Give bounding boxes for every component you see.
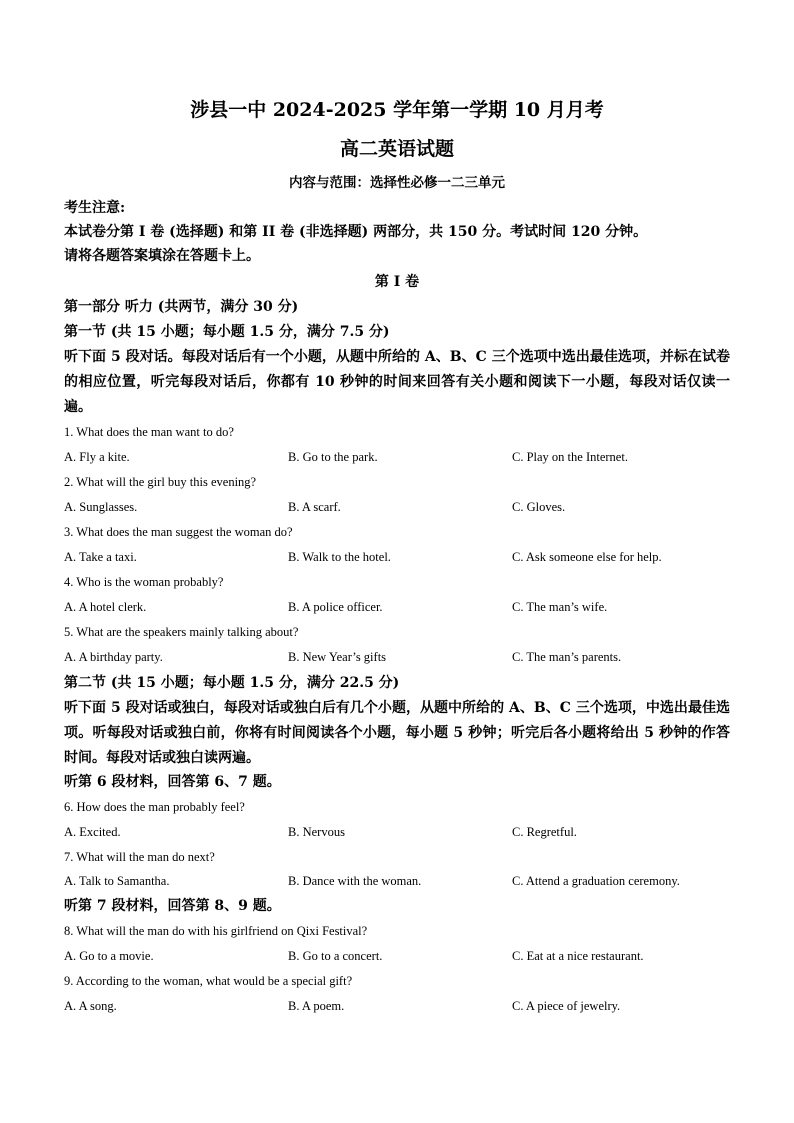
q5-option-a: A. A birthday party. — [64, 650, 163, 664]
volume-heading: 第 I 卷 — [374, 274, 420, 290]
q2-option-c: C. Gloves. — [512, 500, 566, 514]
q5-option-c: C. The man’s parents. — [512, 650, 622, 664]
q8-option-b: B. Go to a concert. — [288, 949, 383, 963]
question-8: 8. What will the man do with his girlfriend on Qixi Festival? — [64, 924, 368, 938]
question-5: 5. What are the speakers mainly talking about? — [64, 625, 299, 639]
section2-instructions: 听下面 5 段对话或独白，每段对话或独白后有几个小题，从题中所给的 A、B、C 三个选项，中选出最佳选项。听每段对话或独白前，你将有时间阅读各个小题，每小题 5 秒钟；听完后各小题将给出 5 秒钟的作答时间。每段对话或独白读两遍。 — [64, 700, 730, 766]
question-6: 6. How does the man probably feel? — [64, 800, 245, 814]
part1-heading: 第一部分 听力 (共两节，满分 30 分) — [64, 299, 299, 315]
q6-option-b: B. Nervous — [288, 825, 345, 839]
q2-option-b: B. A scarf. — [288, 500, 341, 514]
question-2: 2. What will the girl buy this evening? — [64, 475, 257, 489]
q4-option-c: C. The man’s wife. — [512, 600, 608, 614]
q3-option-a: A. Take a taxi. — [64, 550, 137, 564]
section2-heading: 第二节 (共 15 小题；每小题 1.5 分，满分 22.5 分) — [64, 675, 400, 691]
notice-heading: 考生注意: — [64, 200, 126, 216]
q4-option-a: A. A hotel clerk. — [64, 600, 147, 614]
question-9: 9. According to the woman, what would be a special gift? — [64, 974, 353, 988]
q8-option-a: A. Go to a movie. — [64, 949, 154, 963]
question-3: 3. What does the man suggest the woman do? — [64, 525, 293, 539]
question-7: 7. What will the man do next? — [64, 850, 215, 864]
exam-subtitle: 高二英语试题 — [339, 138, 454, 160]
q1-option-c: C. Play on the Internet. — [512, 450, 628, 464]
q7-option-c: C. Attend a graduation ceremony. — [512, 874, 680, 888]
question-1: 1. What does the man want to do? — [64, 425, 234, 439]
notice-line-1: 本试卷分第 I 卷 (选择题) 和第 II 卷 (非选择题) 两部分，共 150 分。考试时间 120 分钟。 — [64, 224, 648, 240]
q1-option-a: A. Fly a kite. — [64, 450, 130, 464]
q6-option-a: A. Excited. — [64, 825, 121, 839]
q7-option-b: B. Dance with the woman. — [288, 874, 422, 888]
q5-option-b: B. New Year’s gifts — [288, 650, 387, 664]
q2-option-a: A. Sunglasses. — [64, 500, 138, 514]
exam-scope: 内容与范围：选择性必修一二三单元 — [289, 175, 505, 191]
q3-option-b: B. Walk to the hotel. — [288, 550, 391, 564]
section1-instructions: 听下面 5 段对话。每段对话后有一个小题，从题中所给的 A、B、C 三个选项中选出最佳选项，并标在试卷的相应位置，听完每段对话后，你都有 10 秒钟的时间来回答有关小题和阅读下一小题，每段对话仅读一遍。 — [64, 349, 730, 415]
q4-option-b: B. A police officer. — [288, 600, 383, 614]
q3-option-c: C. Ask someone else for help. — [512, 550, 662, 564]
q9-option-a: A. A song. — [64, 999, 117, 1013]
q1-option-b: B. Go to the park. — [288, 450, 378, 464]
material-7-heading: 听第 7 段材料，回答第 8、9 题。 — [64, 898, 281, 914]
q7-option-a: A. Talk to Samantha. — [64, 874, 170, 888]
q9-option-b: B. A poem. — [288, 999, 345, 1013]
q9-option-c: C. A piece of jewelry. — [512, 999, 621, 1013]
q6-option-c: C. Regretful. — [512, 825, 577, 839]
material-6-heading: 听第 6 段材料，回答第 6、7 题。 — [64, 774, 281, 790]
question-4: 4. Who is the woman probably? — [64, 575, 224, 589]
exam-title: 涉县一中 2024-2025 学年第一学期 10 月月考 — [190, 99, 604, 121]
notice-line-2: 请将各题答案填涂在答题卡上。 — [64, 248, 260, 264]
section1-heading: 第一节 (共 15 小题；每小题 1.5 分，满分 7.5 分) — [64, 324, 390, 340]
q8-option-c: C. Eat at a nice restaurant. — [512, 949, 644, 963]
